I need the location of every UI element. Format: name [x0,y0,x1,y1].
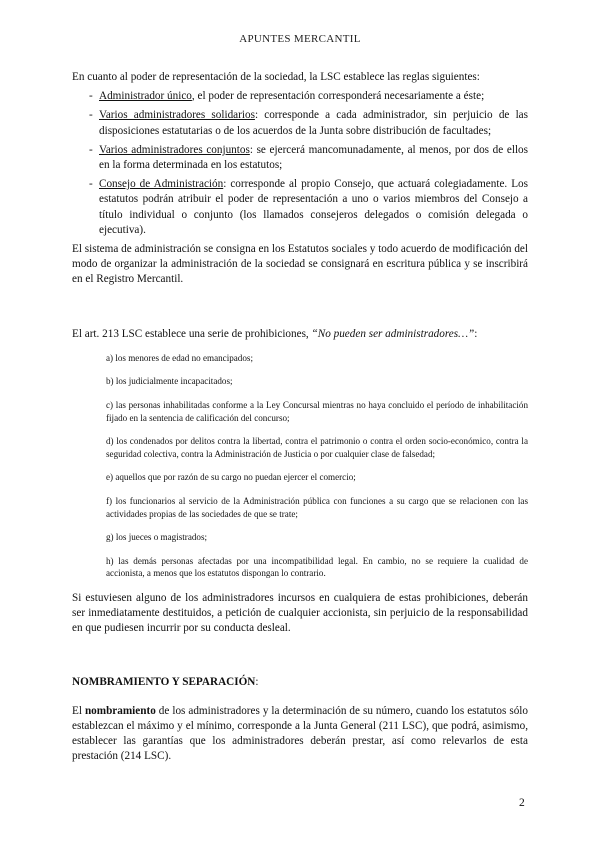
prohibition-item: c) las personas inhabilitadas conforme a la Ley Concursal mientras no haya concluido el período de inhabilitación fijado en la sentencia de calificación del concurso; [106,400,528,423]
section-title-text: NOMBRAMIENTO Y SEPARACIÓN [72,675,256,688]
dismissal-paragraph: Si estuviesen alguno de los administradores incursos en cualquiera de estas prohibiciones, deberán ser inmediatamente destituidos, a petición de cualquier accionista, sin perjuicio de la responsabilidad en que pudiesen incurrir por su conducta desleal. [72,591,528,635]
appointment-start: El [72,704,85,717]
article-quote: “No pueden ser administradores…” [311,327,475,340]
article-intro-text: El art. 213 LSC establece una serie de prohibiciones, [72,327,312,340]
page-header: APUNTES MERCANTIL [239,33,361,45]
rule-item [72,177,528,238]
appointment-bold-term: nombramiento [84,704,156,717]
rule-term: Varios administradores solidarios [99,109,255,122]
rule-text: : corresponde a cada administrador, sin perjuicio de las disposiciones estatutarias o de los acuerdos de la Junta sobre distribución de facultades; [99,109,529,137]
prohibition-item: g) los jueces o magistrados; [106,532,208,543]
rule-text: : se ejercerá mancomunadamente, al menos, por dos de ellos en la forma determinada en los estatutos; [99,143,528,172]
intro-paragraph: En cuanto al poder de representación de la sociedad, la LSC establece las reglas siguientes: [72,71,480,83]
rule-item [72,143,528,173]
section-title [72,675,528,690]
rule-term: Consejo de Administración [99,178,224,191]
prohibition-item: d) los condenados por delitos contra la libertad, contra el patrimonio o contra el orden socio-económico, contra la seguridad colectiva, contra la Administración de Justicia o por cualquier clase de falsedad; [106,436,528,459]
list-dash: - [89,143,93,156]
page-number: 2 [519,797,525,809]
prohibition-item: a) los menores de edad no emancipados; [106,352,253,363]
page-content [72,70,528,765]
rule-item [72,89,528,104]
prohibition-item: f) los funcionarios al servicio de la Administración pública con funciones a su cargo que se relacionen con las actividades propias de las sociedades de que se trate; [106,496,528,519]
prohibition-item: e) aquellos que por razón de su cargo no puedan ejercer el comercio; [106,472,356,483]
rule-text: , el poder de representación corresponderá necesariamente a éste; [191,90,485,103]
appointment-paragraph [72,704,528,765]
list-dash: - [89,178,93,191]
article-intro-end: : [474,327,478,340]
list-dash: - [89,109,93,122]
rule-term: Varios administradores conjuntos [99,143,250,156]
representation-rules-list [72,89,528,238]
list-dash: - [89,90,93,103]
rule-item [72,108,528,138]
appointment-rest: de los administradores y la determinación de su número, cuando los estatutos sólo establezcan el máximo y el mínimo, corresponde a la Junta General (211 LSC), que podrá, asimismo, establecer las garantías que los administradores deberán prestar, así como relevarlos de esta prestación (214 LSC). [72,704,528,763]
rule-term: Administrador único [99,90,192,103]
prohibitions-list [106,352,528,580]
rule-text: : corresponde al propio Consejo, que actuará colegiadamente. Los estatutos podrán atribuir el poder de representación a uno o varios miembros del Consejo a título individual o conjunto (los llamados consejeros delegados o comisión delegada o ejecutiva). [99,178,528,236]
prohibition-item: h) las demás personas afectadas por una incompatibilidad legal. En cambio, no se requiere la cualidad de accionista, a menos que los estatutos dispongan lo contrario. [106,555,528,579]
section-title-colon: : [255,675,259,688]
prohibition-item: b) los judicialmente incapacitados; [106,376,233,387]
article-213-intro [72,327,528,342]
administration-system-paragraph: El sistema de administración se consigna en los Estatutos sociales y todo acuerdo de modificación del modo de organizar la administración de la sociedad se consignará en escritura pública y se inscribirá en el Registro Mercantil. [72,243,528,286]
